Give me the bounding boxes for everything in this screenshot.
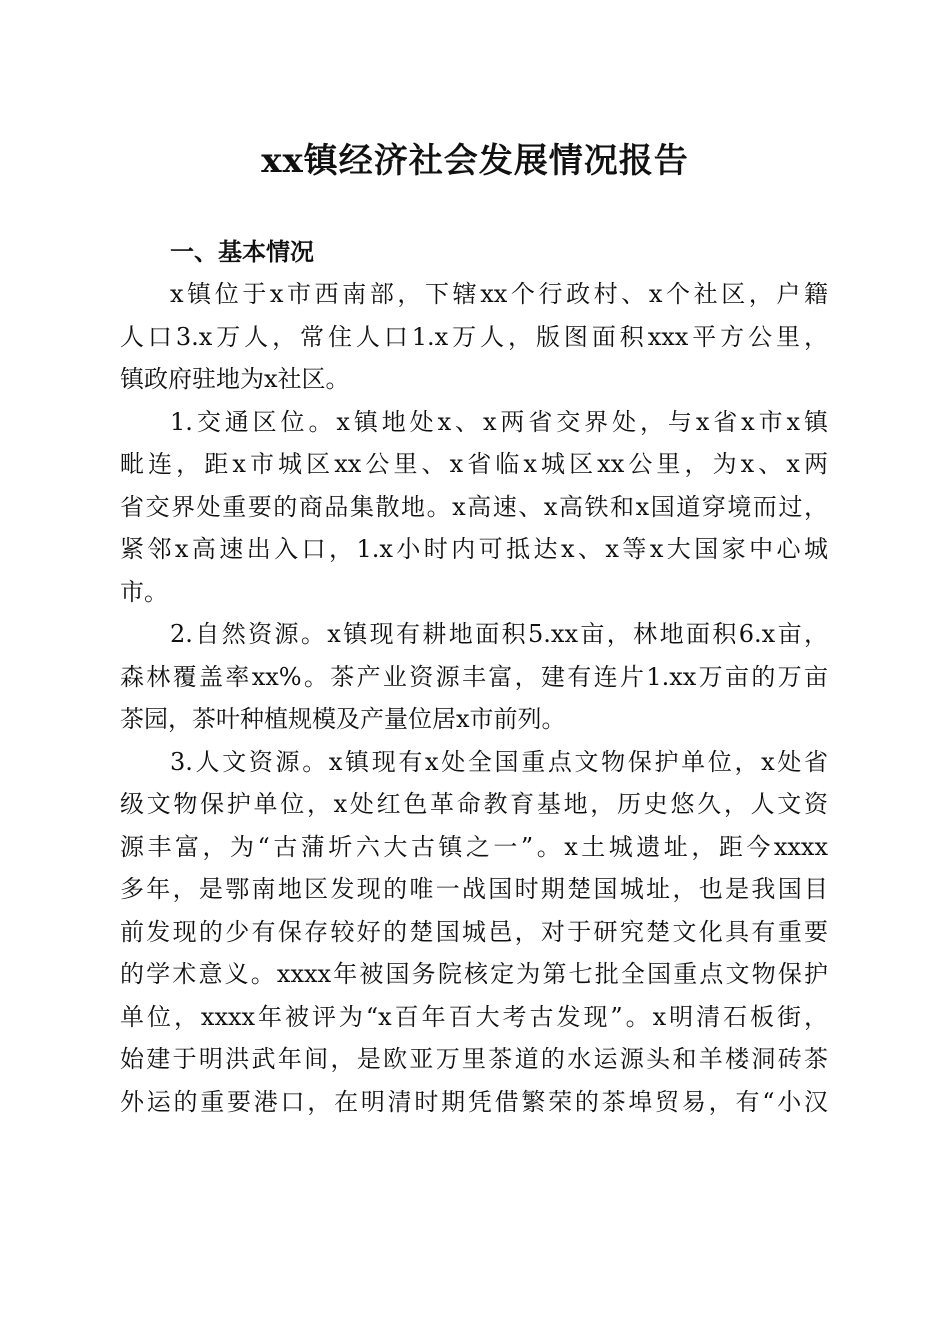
text-line: 3.人文资源。x镇现有x处全国重点文物保护单位，x处省: [170, 747, 828, 776]
paragraph-overview: [120, 273, 828, 401]
text-line: 镇政府驻地为x社区。: [120, 365, 350, 393]
document-body: [120, 231, 828, 1123]
text-line: 前发现的少有保存较好的楚国城邑，对于研究楚文化具有重要: [120, 917, 828, 946]
text-line: 源丰富，为“古蒲圻六大古镇之一”。x土城遗址，距今xxxx: [120, 832, 828, 861]
text-line: 茶园，茶叶种植规模及产量位居x市前列。: [120, 705, 566, 733]
text-line: 多年，是鄂南地区发现的唯一战国时期楚国城址，也是我国目: [120, 875, 828, 903]
paragraph-natural-resources: [120, 613, 828, 741]
text-line: 毗连，距x市城区xx公里、x省临x城区xx公里，为x、x两: [120, 450, 828, 478]
text-line: x镇位于x市西南部，下辖xx个行政村、x个社区，户籍: [170, 280, 828, 308]
text-line: 省交界处重要的商品集散地。x高速、x高铁和x国道穿境而过，: [120, 492, 828, 521]
text-line: 单位，xxxx年被评为“x百年百大考古发现”。x明清石板街，: [120, 1002, 828, 1031]
text-line: 1.交通区位。x镇地处x、x两省交界处，与x省x市x镇: [170, 407, 828, 436]
text-line: 外运的重要港口，在明清时期凭借繁荣的茶埠贸易，有“小汉: [120, 1087, 828, 1116]
section-heading: 一、基本情况: [170, 238, 314, 266]
text-line: 级文物保护单位，x处红色革命教育基地，历史悠久，人文资: [120, 790, 828, 818]
text-line: 始建于明洪武年间，是欧亚万里茶道的水运源头和羊楼洞砖茶: [120, 1045, 828, 1073]
text-line: 人口3.x万人，常住人口1.x万人，版图面积xxx平方公里，: [120, 322, 828, 351]
text-line: 的学术意义。xxxx年被国务院核定为第七批全国重点文物保护: [120, 960, 828, 988]
text-line: 紧邻x高速出入口，1.x小时内可抵达x、x等x大国家中心城: [120, 535, 828, 563]
paragraph-cultural-resources: [120, 741, 828, 1124]
text-line: 森林覆盖率xx%。茶产业资源丰富，建有连片1.xx万亩的万亩: [120, 662, 828, 691]
paragraph-transport: [120, 401, 828, 614]
document-title: xx镇经济社会发展情况报告: [261, 141, 689, 181]
text-line: 2.自然资源。x镇现有耕地面积5.xx亩，林地面积6.x亩，: [170, 620, 828, 648]
text-line: 市。: [120, 577, 168, 606]
